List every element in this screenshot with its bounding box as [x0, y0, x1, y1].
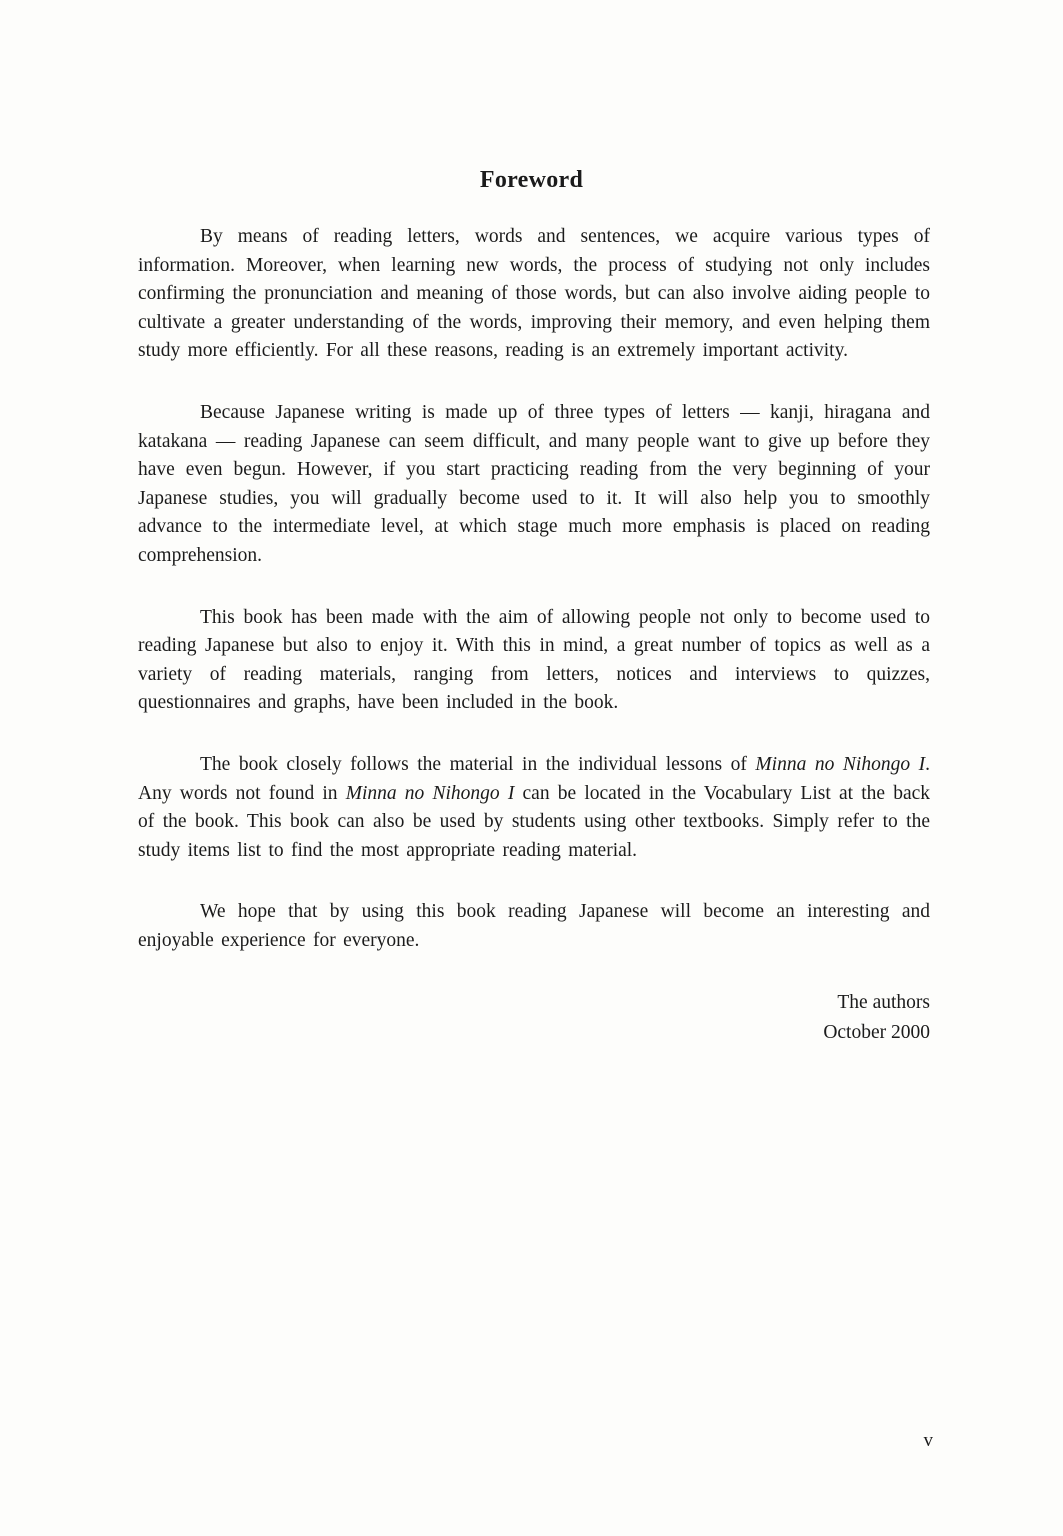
paragraph-4: The book closely follows the material in the individual lessons of Minna no Nihongo I. Any words not found in Minna no Nihongo I can be located in the Vocabulary List at the back of the book. This book can also be used by students using other textbooks. Simply refer to the study items list to find the most appropriate reading material. [138, 753, 931, 861]
foreword-body [138, 223, 930, 1048]
paragraph-3: This book has been made with the aim of allowing people not only to become used to reading Japanese but also to enjoy it. With this in mind, a great number of topics as well as a variety of reading materials, ranging from letters, notices and interviews to quizzes, questionnaires and graphs, have been included in the book. [138, 606, 930, 714]
paragraph-2: Because Japanese writing is made up of three types of letters — kanji, hiragana and katakana — reading Japanese can seem difficult, and many people want to give up before they have even begun. However, if you start practicing reading from the very beginning of your Japanese studies, you will gradually become used to it. It will also help you to smoothly advance to the intermediate level, at which stage much more emphasis is placed on reading comprehension. [138, 401, 930, 566]
paragraph-5: We hope that by using this book reading Japanese will become an interesting and enjoyable experience for everyone. [138, 901, 930, 951]
page-number: v [923, 1430, 933, 1451]
signature-block [138, 988, 930, 1048]
paragraph-1: By means of reading letters, words and sentences, we acquire various types of information. Moreover, when learning new words, the process of studying not only includes confirming the pronunciation and meaning of those words, but can also involve aiding people to cultivate a greater understanding of the words, improving their memory, and even helping them study more efficiently. For all these reasons, reading is an extremely important activity. [138, 226, 930, 362]
signature-date: October 2000 [823, 1022, 930, 1044]
signature-authors: The authors [837, 992, 930, 1014]
page-title: Foreword [479, 167, 584, 193]
